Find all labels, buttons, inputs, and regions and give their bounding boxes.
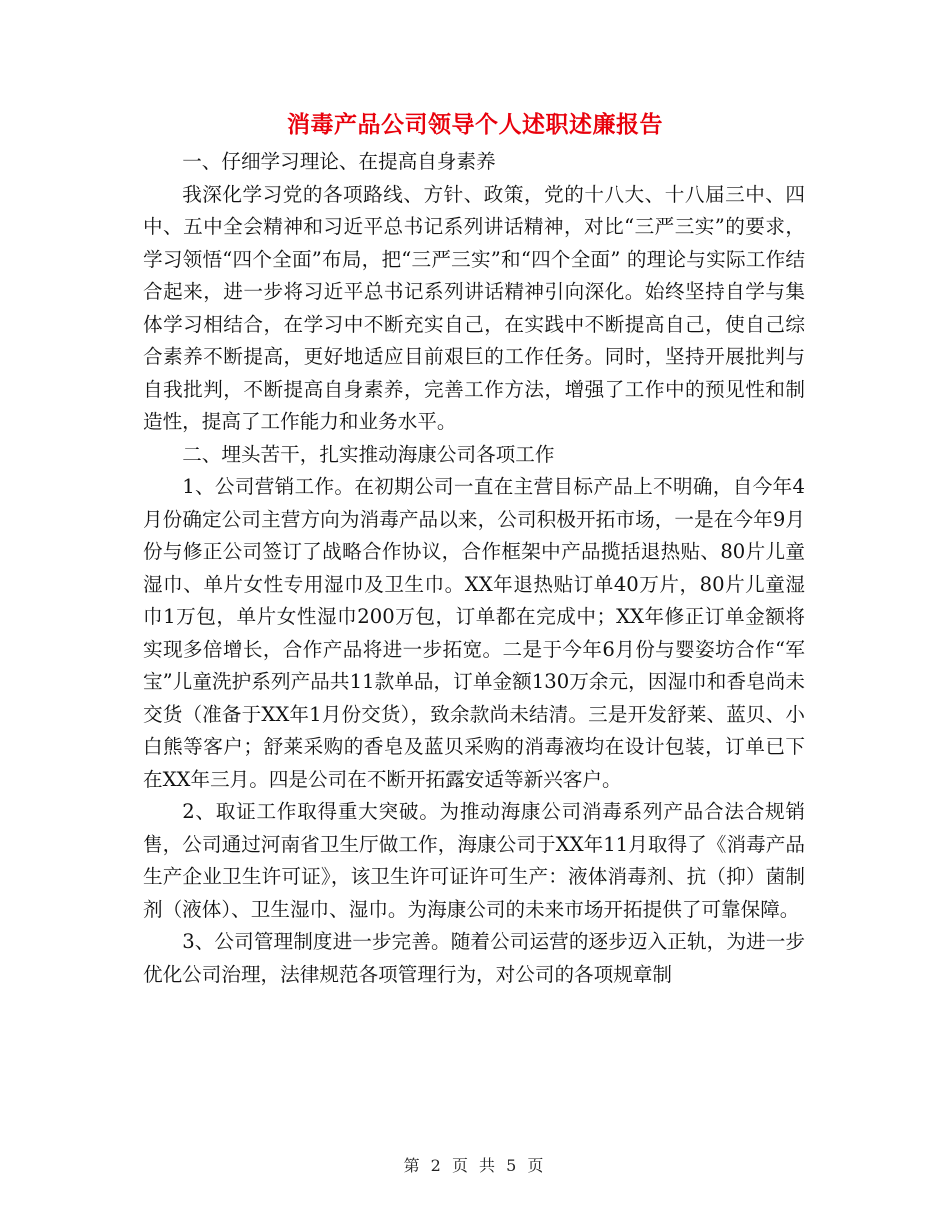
section-heading-2: 二、埋头苦干，扎实推动海康公司各项工作 bbox=[182, 442, 555, 466]
page-footer: 第 2 页 共 5 页 bbox=[403, 1156, 547, 1175]
body-paragraph: 我深化学习党的各项路线、方针、政策，党的十八大、十八届三中、四中、五中全会精神和习近平总书记系列讲话精神，对比“三严三实”的要求，学习领悟“四个全面”布局，把“三严三实”和“四个全面” 的理论与实际工作结合起来，进一步将习近平总书记系列讲话精神引向深化。始终坚持自学与集体学习相结合，在学习中不断充实自己，在实践中不断提高自己，使自己综合素养不断提高，更好地适应目前艰巨的工作任务。同时，坚持开展批判与自我批判，不断提高自身素养，完善工作方法，增强了工作中的预见性和制造性，提高了工作能力和业务水平。 bbox=[143, 182, 805, 433]
body-paragraph: 1、公司营销工作。在初期公司一直在主营目标产品上不明确，自今年4月份确定公司主营方向为消毒产品以来，公司积极开拓市场，一是在今年9月份与修正公司签订了战略合作协议，合作框架中产品揽括退热贴、80片儿童湿巾、单片女性专用湿巾及卫生巾。XX年退热贴订单40万片，80片儿童湿巾1万包，单片女性湿巾200万包，订单都在完成中；XX年修正订单金额将实现多倍增长，合作产品将进一步拓宽。二是于今年6月份与婴姿坊合作“军宝”儿童洗护系列产品共11款单品，订单金额130万余元，因湿巾和香皂尚未交货（准备于XX年1月份交货），致余款尚未结清。三是开发舒莱、蓝贝、小白熊等客户；舒莱采购的香皂及蓝贝采购的消毒液均在设计包装，订单已下在XX年三月。四是公司在不断开拓露安适等新兴客户。 bbox=[143, 475, 805, 791]
section-heading-1: 一、仔细学习理论、在提高自身素养 bbox=[182, 150, 496, 173]
body-paragraph: 2、取证工作取得重大突破。为推动海康公司消毒系列产品合法合规销售，公司通过河南省卫生厅做工作，海康公司于XX年11月取得了《消毒产品生产企业卫生许可证》，该卫生许可证许可生产：液体消毒剂、抗（抑）菌制剂（液体）、卫生湿巾、湿巾。为海康公司的未来市场开拓提供了可靠保障。 bbox=[143, 800, 805, 921]
document-title: 消毒产品公司领导个人述职述廉报告 bbox=[287, 111, 663, 138]
body-paragraph: 3、公司管理制度进一步完善。随着公司运营的逐步迈入正轨，为进一步优化公司治理，法律规范各项管理行为，对公司的各项规章制 bbox=[143, 930, 805, 986]
document-body bbox=[143, 146, 805, 991]
